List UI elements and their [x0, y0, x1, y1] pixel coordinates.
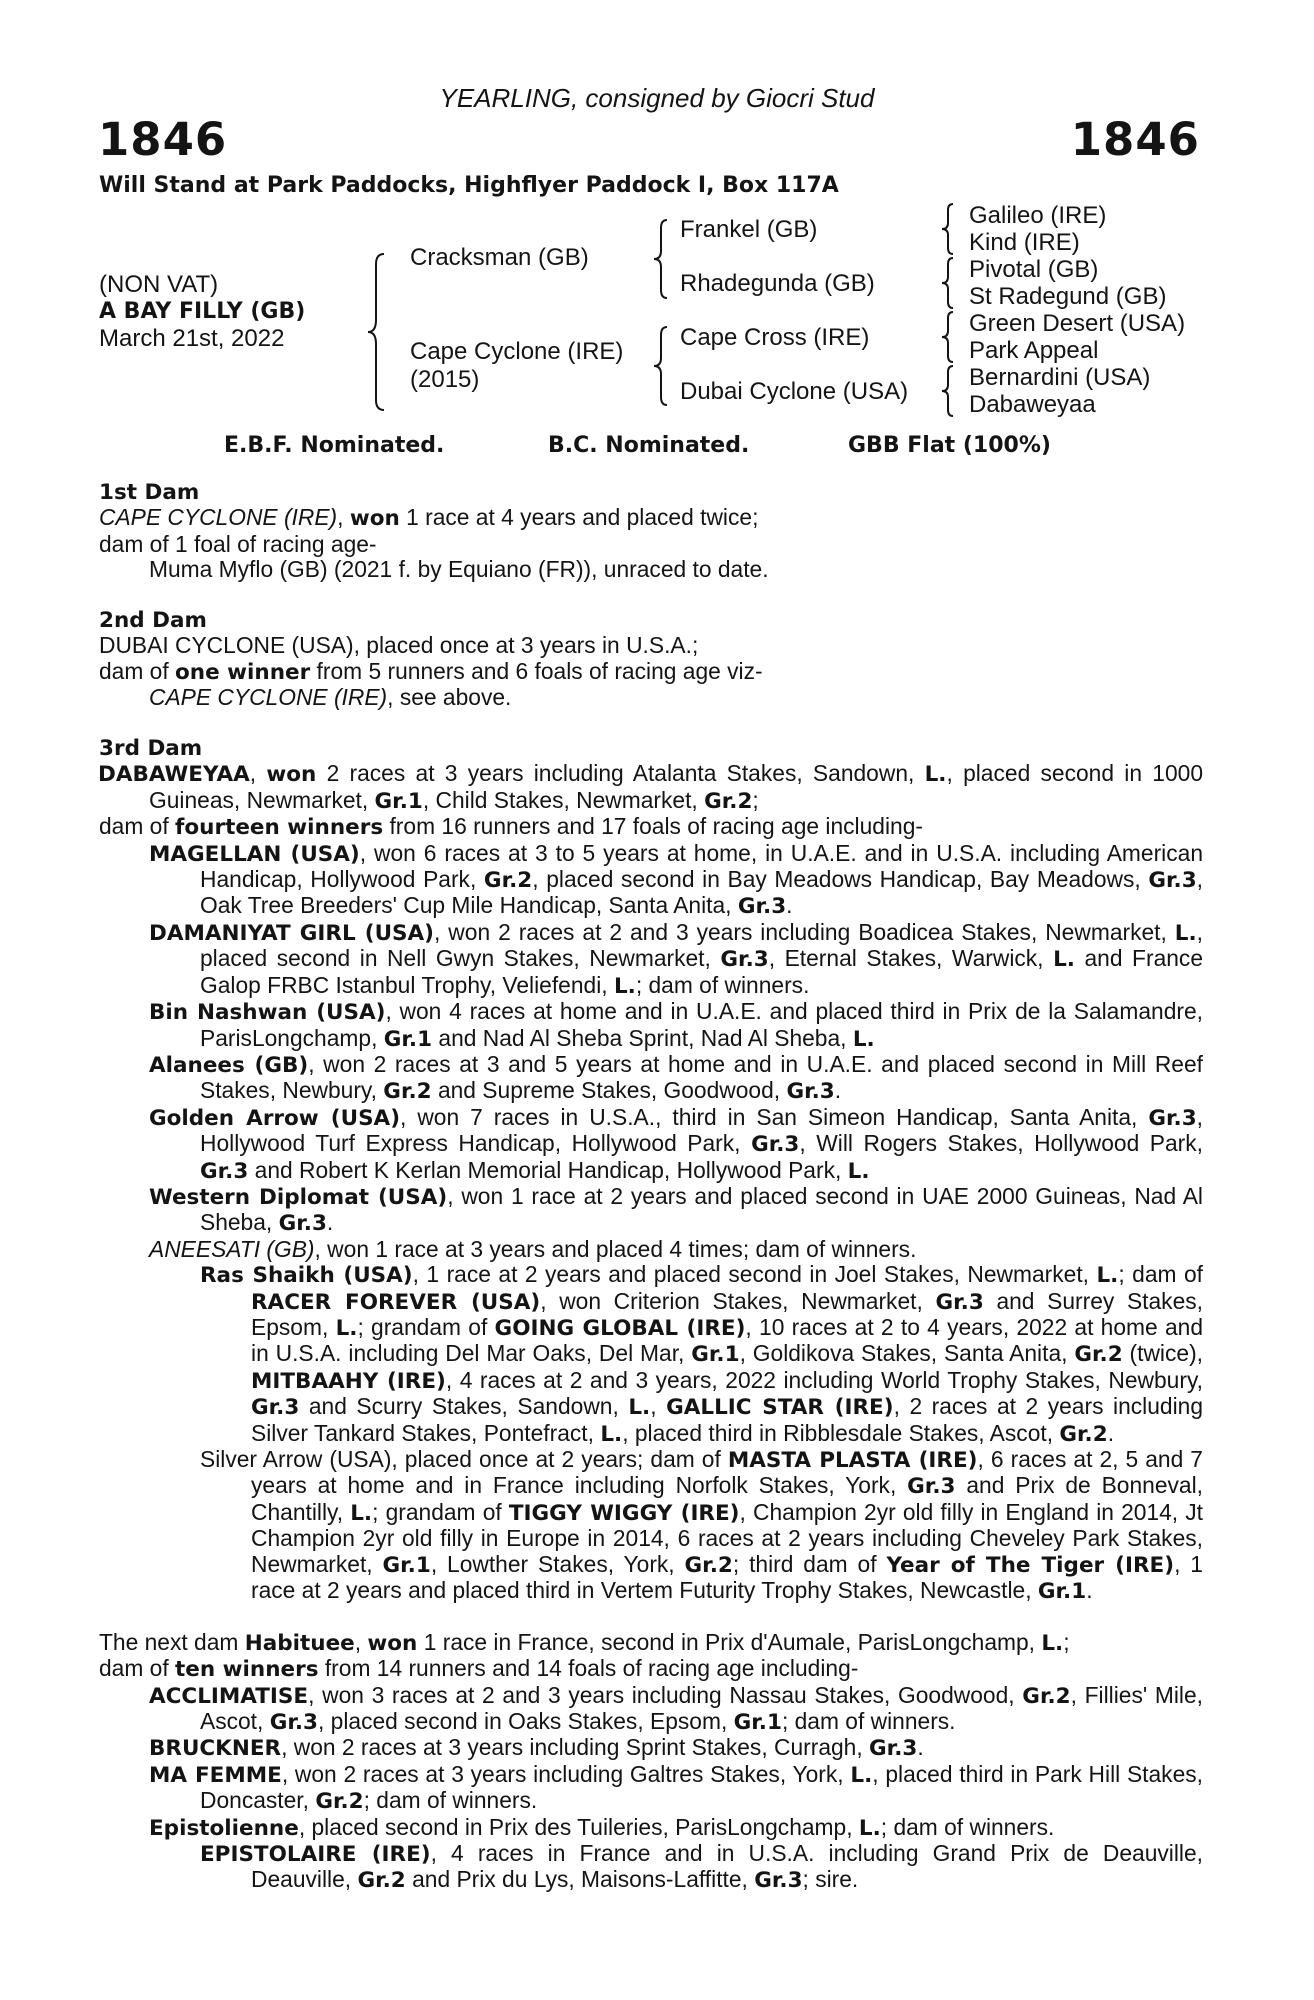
bold-text-segment: L.: [924, 762, 947, 788]
bc-nomination: B.C. Nominated.: [548, 433, 750, 458]
bold-text-segment: Gr.1: [733, 1710, 782, 1736]
text-segment: dam of: [99, 1655, 176, 1682]
text-segment: , Eternal Stakes, Warwick,: [768, 945, 1054, 972]
bold-text-segment: Gr.3: [751, 1132, 800, 1158]
produce-entry: [99, 685, 1203, 710]
bold-text-segment: Habituee: [244, 1630, 355, 1656]
text-segment: , won 2 races at 3 years including Galtres Stakes, York,: [281, 1760, 851, 1787]
text-segment: and Prix de Bonneval, Chantilly,: [251, 1472, 1203, 1525]
consignor-subtitle: YEARLING, consigned by Giocri Stud: [439, 83, 875, 113]
bold-text-segment: L.: [600, 1421, 623, 1447]
third-dam-produce-list: [99, 841, 1203, 1263]
stand-location: Will Stand at Park Paddocks, Highflyer Paddock I, Box 117A: [99, 173, 839, 198]
next-dam-sub-list: [99, 1841, 1203, 1894]
sire-sire: Frankel (GB): [680, 216, 818, 243]
bold-text-segment: Gr.3: [269, 1710, 318, 1736]
first-dam-heading: 1st Dam: [99, 480, 200, 505]
sdd-name: St Radegund (GB): [969, 283, 1167, 310]
winners-count: one winner: [175, 659, 311, 685]
text-segment: dam of: [99, 657, 176, 684]
dds-name: Bernardini (USA): [969, 364, 1151, 391]
text-segment: 1 race in France, second in Prix d'Aumale, ParisLongchamp,: [417, 1628, 1042, 1655]
bold-text-segment: BRUCKNER: [149, 1736, 282, 1762]
text-segment: , won 4 races at home and in U.A.E. and placed third in Prix de la Salamandre, ParisLongchamp,: [200, 998, 1203, 1051]
bold-text-segment: Gr.1: [383, 1026, 433, 1052]
text-segment: and Surrey Stakes, Epsom,: [251, 1287, 1203, 1340]
bold-text-segment: fourteen winners: [175, 815, 384, 841]
produce-entry: [99, 1841, 1203, 1894]
text-segment: , won 1 race at 3 years and placed 4 times; dam of winners.: [314, 1235, 917, 1262]
bold-text-segment: Gr.2: [684, 1552, 733, 1578]
text-segment: , Goldikova Stakes, Santa Anita,: [739, 1340, 1075, 1367]
text-segment: , won 7 races in U.S.A., third in San Simeon Handicap, Santa Anita,: [400, 1103, 1149, 1130]
bold-text-segment: MASTA PLASTA (IRE): [727, 1448, 978, 1473]
first-dam-name: CAPE CYCLONE (IRE): [99, 504, 338, 531]
produce-entry: [99, 1262, 1203, 1447]
pedigree-brace-ds: [940, 310, 956, 364]
text-segment: ; dam of winners.: [363, 1787, 538, 1814]
sss-name: Galileo (IRE): [969, 202, 1107, 229]
text-segment: 2 races at 3 years including Atalanta Stakes, Sandown,: [316, 760, 925, 787]
bold-text-segment: DABAWEYAA: [98, 762, 250, 788]
text-segment: , Fillies' Mile, Ascot,: [200, 1681, 1204, 1735]
bold-text-segment: RACER FOREVER (USA): [251, 1289, 541, 1315]
text-segment: ; sire.: [802, 1866, 859, 1893]
horse-name: A BAY FILLY (GB): [99, 299, 306, 324]
text-segment: , won 3 races at 2 and 3 years including Nassau Stakes, Goodwood,: [308, 1681, 1023, 1708]
text-segment: , won 1 race at 2 years and placed second in UAE 2000 Guineas, Nad Al Sheba,: [200, 1182, 1203, 1236]
bold-text-segment: L.: [847, 1158, 870, 1184]
text-segment: ; dam of winners.: [880, 1813, 1055, 1840]
second-dam-produce-line: [99, 659, 1203, 685]
text-segment: , Champion 2yr old filly in England in 2014, Jt Champion 2yr old filly in Europe in 2014, 6 races at 2 years including Cheveley Park Stakes, Newmarket,: [251, 1498, 1204, 1577]
sire-name: Cracksman (GB): [410, 244, 589, 271]
text-segment: from 5 runners and 6 foals of racing age viz-: [310, 657, 763, 684]
bold-text-segment: L.: [1053, 947, 1075, 973]
bold-text-segment: Year of The Tiger (IRE): [886, 1552, 1175, 1578]
ssd-name: Kind (IRE): [969, 229, 1080, 256]
text-segment: from 14 runners and 14 foals of racing age including-: [318, 1655, 859, 1682]
lot-number-left: 1846: [98, 113, 228, 166]
next-dam-produce-list: [99, 1683, 1203, 1841]
bold-text-segment: MITBAAHY (IRE): [251, 1368, 446, 1394]
bold-text-segment: Gr.3: [278, 1211, 327, 1237]
produce-entry: [99, 920, 1203, 999]
next-dam-produce-line: [99, 1656, 1203, 1682]
bold-text-segment: Western Diplomat (USA): [149, 1184, 448, 1210]
text-segment: , 2 races at 2 years including Silver Tankard Stakes, Pontefract,: [251, 1393, 1204, 1446]
bold-text-segment: TIGGY WIGGY (IRE): [508, 1500, 740, 1526]
text-segment: , 4 races in France and in U.S.A. including Grand Prix de Deauville, Deauville,: [251, 1840, 1203, 1893]
dss-name: Green Desert (USA): [969, 310, 1186, 337]
text-segment: , 10 races at 2 to 4 years, 2022 at home and in U.S.A. including Del Mar Oaks, Del Mar,: [251, 1313, 1203, 1367]
text-segment: Silver Arrow (USA), placed once at 2 years; dam of: [200, 1446, 728, 1472]
text-segment: ; dam of winners.: [635, 971, 810, 998]
sire-dam: Rhadegunda (GB): [680, 270, 875, 297]
bold-text-segment: Gr.2: [704, 788, 753, 814]
text-segment: , Hollywood Turf Express Handicap, Hollywood Park,: [200, 1103, 1204, 1157]
text-segment: ,: [650, 1393, 667, 1420]
produce-entry: Muma Myflo (GB) (2021 f. by Equiano (FR)), unraced to date.: [149, 556, 769, 583]
first-dam-line: [99, 505, 1203, 531]
text-segment: and Robert K Kerlan Memorial Handicap, Hollywood Park,: [248, 1156, 848, 1183]
bold-text-segment: L.: [850, 1762, 873, 1788]
bold-text-segment: EPISTOLAIRE (IRE): [200, 1842, 431, 1868]
bold-text-segment: DAMANIYAT GIRL (USA): [149, 920, 435, 946]
text-segment: , Child Stakes, Newmarket,: [422, 786, 705, 813]
text-segment: , won 2 races at 3 years including Sprint Stakes, Curragh,: [281, 1734, 870, 1761]
second-dam-heading: 2nd Dam: [99, 608, 207, 634]
produce-entry: [99, 1683, 1203, 1736]
text-segment: , 6 races at 2, 5 and 7 years at home and in France including Norfolk Stakes, York,: [251, 1446, 1203, 1499]
bold-text-segment: Gr.1: [374, 788, 423, 814]
bold-text-segment: Bin Nashwan (USA): [149, 1000, 386, 1026]
text-segment: , placed third in Park Hill Stakes, Doncaster,: [200, 1760, 1203, 1814]
text-segment: ,: [354, 1628, 368, 1655]
pedigree-brace-ss: [940, 202, 956, 256]
bold-text-segment: Gr.1: [1037, 1579, 1087, 1605]
bold-text-segment: Gr.3: [251, 1395, 300, 1421]
produce-entry: [99, 1184, 1203, 1237]
text-segment: , won 2 races at 2 and 3 years including Boadicea Stakes, Newmarket,: [434, 918, 1175, 945]
text-segment: , won Criterion Stakes, Newmarket,: [540, 1287, 936, 1314]
bold-text-segment: Golden Arrow (USA): [149, 1105, 401, 1131]
text-segment: , won 2 races at 3 and 5 years at home and in U.A.E. and placed second in Mill Reef Stakes, Newbury,: [200, 1050, 1203, 1104]
produce-name: CAPE CYCLONE (IRE): [149, 684, 388, 711]
dsd-name: Park Appeal: [969, 337, 1099, 364]
bold-text-segment: Gr.2: [357, 1868, 406, 1894]
text-segment: , see above.: [387, 684, 512, 711]
won-label: won: [349, 506, 400, 532]
text-segment: The next dam: [99, 1628, 245, 1655]
bold-text-segment: L.: [628, 1395, 651, 1421]
produce-entry: [99, 1052, 1203, 1105]
bold-text-segment: L.: [852, 1026, 875, 1052]
text-segment: from 16 runners and 17 foals of racing age including-: [383, 813, 923, 840]
bold-text-segment: Gr.2: [1059, 1421, 1108, 1447]
text-segment: , Will Rogers Stakes, Hollywood Park,: [799, 1130, 1204, 1157]
bold-text-segment: Epistolienne: [149, 1815, 299, 1841]
bold-text-segment: Gr.3: [869, 1736, 918, 1762]
text-segment: , placed second in Oaks Stakes, Epsom,: [318, 1708, 734, 1735]
bold-text-segment: L.: [1174, 920, 1197, 946]
sds-name: Pivotal (GB): [969, 256, 1099, 283]
text-segment: ;: [752, 786, 759, 813]
vat-status: (NON VAT): [99, 271, 219, 298]
bold-text-segment: Gr.3: [200, 1158, 249, 1184]
bold-text-segment: won: [367, 1630, 418, 1656]
bold-text-segment: MA FEMME: [149, 1762, 282, 1788]
produce-entry: [99, 1735, 1203, 1761]
bold-text-segment: Gr.3: [737, 894, 787, 920]
bold-text-segment: Gr.3: [754, 1868, 803, 1894]
third-dam-line: [99, 761, 1203, 814]
text-segment: , Lowther Stakes, York,: [430, 1550, 685, 1577]
bold-text-segment: Gr.2: [483, 868, 533, 894]
bold-text-segment: Gr.2: [383, 1079, 432, 1105]
text-segment: , Oak Tree Breeders' Cup Mile Handicap, Santa Anita,: [200, 866, 1204, 919]
text-segment: and Scurry Stakes, Sandown,: [299, 1393, 629, 1420]
dam-dam: Dubai Cyclone (USA): [680, 378, 909, 405]
text-segment: and Nad Al Sheba Sprint, Nad Al Sheba,: [432, 1024, 853, 1051]
lot-number-right: 1846: [1070, 113, 1200, 166]
third-dam-produce-line: [99, 814, 1203, 840]
text-segment: , placed second in Prix des Tuileries, ParisLongchamp,: [298, 1813, 859, 1840]
produce-entry: [99, 1815, 1203, 1841]
next-dam-line: [99, 1630, 1203, 1656]
pedigree-brace-sd: [940, 256, 956, 310]
produce-entry: [99, 1762, 1203, 1815]
text-segment: , 4 races at 2 and 3 years, 2022 including World Trophy Stakes, Newbury,: [445, 1366, 1203, 1393]
bold-text-segment: L.: [1041, 1630, 1064, 1656]
bold-text-segment: Ras Shaikh (USA): [200, 1263, 413, 1289]
pedigree-brace-dam: [652, 325, 670, 407]
text-segment: (twice),: [1122, 1340, 1203, 1367]
text-segment: , placed third in Ribblesdale Stakes, Ascot,: [622, 1419, 1060, 1446]
text-segment: and France Galop FRBC Istanbul Trophy, Veliefendi,: [200, 945, 1204, 998]
bold-text-segment: Gr.2: [1022, 1683, 1071, 1709]
bold-text-segment: GALLIC STAR (IRE): [666, 1395, 894, 1421]
third-dam-heading: 3rd Dam: [99, 736, 203, 762]
dam-name: Cape Cyclone (IRE): [410, 338, 624, 365]
bold-text-segment: MAGELLAN (USA): [149, 841, 360, 867]
bold-text-segment: GOING GLOBAL (IRE): [494, 1315, 746, 1341]
text-segment: .: [917, 1734, 924, 1761]
text-segment: and Prix du Lys, Maisons-Laffitte,: [405, 1866, 755, 1893]
text-segment: ; grandam of: [357, 1313, 495, 1340]
foaling-date: March 21st, 2022: [99, 325, 285, 352]
produce-record: [99, 480, 1203, 1894]
produce-entry: [99, 841, 1203, 920]
bold-text-segment: Gr.3: [907, 1474, 956, 1500]
text-segment: ; dam of winners.: [781, 1708, 956, 1735]
text-segment: 1 race at 4 years and placed twice;: [399, 504, 759, 531]
text-segment: , placed second in Bay Meadows Handicap, Bay Meadows,: [532, 866, 1149, 893]
bold-text-segment: Gr.3: [720, 947, 769, 973]
bold-text-segment: L.: [1096, 1263, 1119, 1289]
bold-text-segment: Gr.3: [786, 1079, 835, 1105]
fourth-gen-produce-list: [99, 1262, 1203, 1604]
text-segment: .: [834, 1077, 842, 1104]
text-segment: and Supreme Stakes, Goodwood,: [431, 1077, 787, 1104]
text-segment: .: [1107, 1419, 1115, 1446]
produce-entry: [99, 1237, 1203, 1262]
second-dam-line: DUBAI CYCLONE (USA), placed once at 3 years in U.S.A.;: [99, 632, 699, 659]
bold-text-segment: Gr.1: [691, 1342, 740, 1368]
bold-text-segment: Alanees (GB): [149, 1052, 309, 1078]
produce-entry: [99, 1447, 1203, 1604]
gbb-status: GBB Flat (100%): [848, 433, 1051, 458]
ebf-nomination: E.B.F. Nominated.: [224, 433, 445, 458]
dam-foaling-year: (2015): [410, 366, 480, 393]
produce-entry: [99, 999, 1203, 1052]
bold-text-segment: ACCLIMATISE: [149, 1683, 309, 1709]
text-segment: .: [1086, 1577, 1093, 1604]
first-dam-produce-line: dam of 1 foal of racing age-: [99, 530, 377, 557]
text-segment: .: [786, 892, 793, 919]
text-segment: ;: [1063, 1628, 1070, 1655]
dam-sire: Cape Cross (IRE): [680, 324, 870, 351]
bold-text-segment: Gr.3: [935, 1289, 984, 1315]
bold-text-segment: ten winners: [175, 1657, 319, 1683]
ddd-name: Dabaweyaa: [969, 391, 1096, 418]
text-segment: , placed second in 1000 Guineas, Newmarket,: [149, 760, 1203, 813]
pedigree-brace-sire: [652, 218, 670, 300]
text-segment: , 1 race at 2 years and placed third in Vertem Futurity Trophy Stakes, Newcastle,: [251, 1550, 1203, 1604]
bold-text-segment: Gr.2: [315, 1789, 364, 1815]
bold-text-segment: L.: [350, 1500, 373, 1526]
bold-text-segment: won: [266, 762, 317, 788]
text-segment: ,: [249, 760, 267, 787]
bold-text-segment: Gr.3: [1148, 1105, 1197, 1131]
bold-text-segment: L.: [335, 1315, 358, 1341]
pedigree-brace-dd: [940, 364, 956, 418]
bold-text-segment: Gr.3: [1148, 868, 1197, 894]
produce-entry: [99, 1105, 1203, 1184]
pedigree-brace-main: [366, 252, 388, 412]
text-segment: , 1 race at 2 years and placed second in Joel Stakes, Newmarket,: [412, 1261, 1097, 1288]
text-segment: .: [326, 1209, 334, 1236]
bold-text-segment: L.: [613, 973, 636, 999]
text-segment: ,: [337, 504, 350, 531]
bold-text-segment: L.: [858, 1815, 881, 1841]
bold-text-segment: Gr.1: [382, 1552, 431, 1578]
text-segment: ; grandam of: [372, 1498, 509, 1525]
italic-text-segment: ANEESATI (GB): [149, 1235, 315, 1262]
text-segment: ; dam of: [1118, 1261, 1203, 1288]
text-segment: dam of: [99, 813, 176, 840]
bold-text-segment: Gr.2: [1074, 1342, 1123, 1368]
text-segment: ; third dam of: [732, 1550, 887, 1577]
text-segment: , won 6 races at 3 to 5 years at home, in U.A.E. and in U.S.A. including American Handicap, Hollywood Park,: [200, 839, 1203, 893]
text-segment: , placed second in Nell Gwyn Stakes, Newmarket,: [200, 918, 1204, 972]
